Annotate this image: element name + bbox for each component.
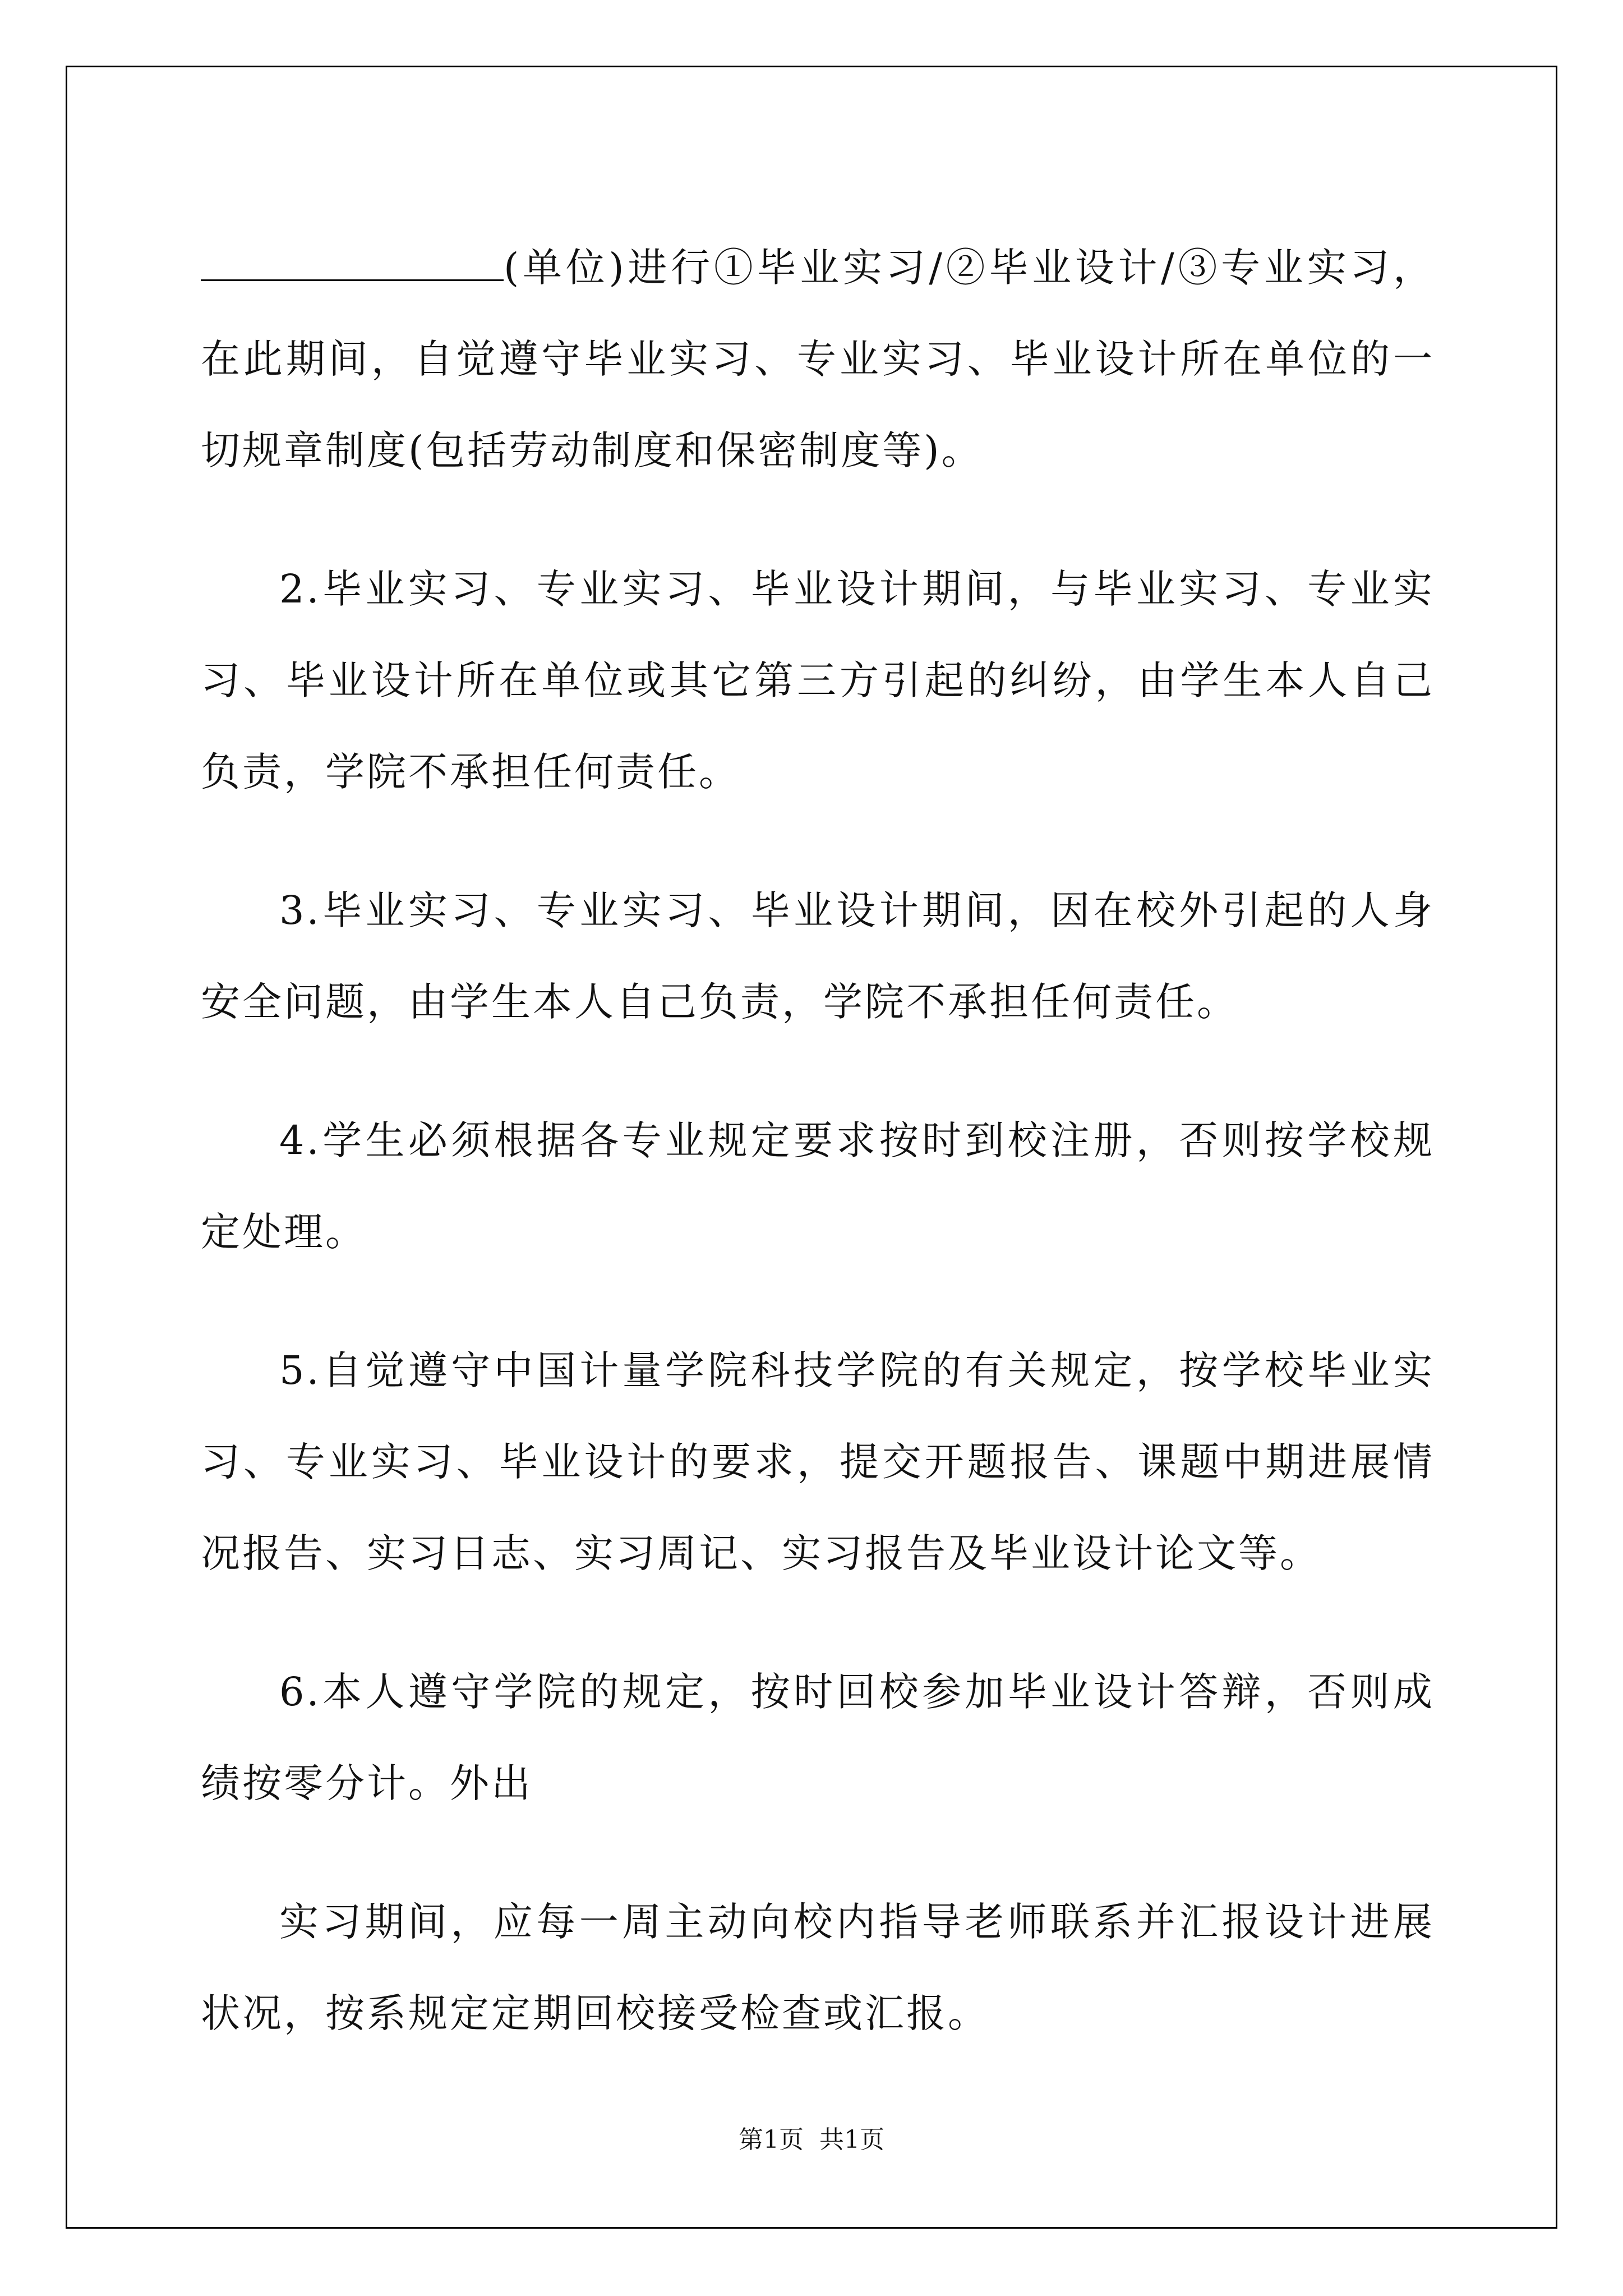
paragraph-4: 4.学生必须根据各专业规定要求按时到校注册，否则按学校规定处理。	[201, 1117, 1435, 1255]
page-number-label: 第1页 共1页	[739, 2125, 884, 2154]
paragraph-3: 3.毕业实习、专业实习、毕业设计期间，因在校外引起的人身安全问题，由学生本人自己负责，学院不承担任何责任。	[201, 887, 1435, 1025]
paragraph-1	[201, 222, 1435, 496]
paragraph-6: 6.本人遵守学院的规定，按时回校参加毕业设计答辩，否则成绩按零分计。外出	[201, 1669, 1435, 1806]
paragraph-1-text: (单位)进行①毕业实习/②毕业设计/③专业实习，在此期间，自觉遵守毕业实习、专业实习、毕业设计所在单位的一切规章制度(包括劳动制度和保密制度等)。	[201, 245, 1435, 473]
paragraph-2: 2.毕业实习、专业实习、毕业设计期间，与毕业实习、专业实习、毕业设计所在单位或其它第三方引起的纠纷，由学生本人自己负责，学院不承担任何责任。	[201, 566, 1435, 795]
page-footer	[0, 2119, 1623, 2155]
document-body	[201, 222, 1435, 2106]
blank-underline	[201, 247, 504, 281]
paragraph-5: 5.自觉遵守中国计量学院科技学院的有关规定，按学校毕业实习、专业实习、毕业设计的要求，提交开题报告、课题中期进展情况报告、实习日志、实习周记、实习报告及毕业设计论文等。	[201, 1347, 1435, 1576]
paragraph-7: 实习期间，应每一周主动向校内指导老师联系并汇报设计进展状况，按系规定定期回校接受检查或汇报。	[201, 1899, 1435, 2036]
